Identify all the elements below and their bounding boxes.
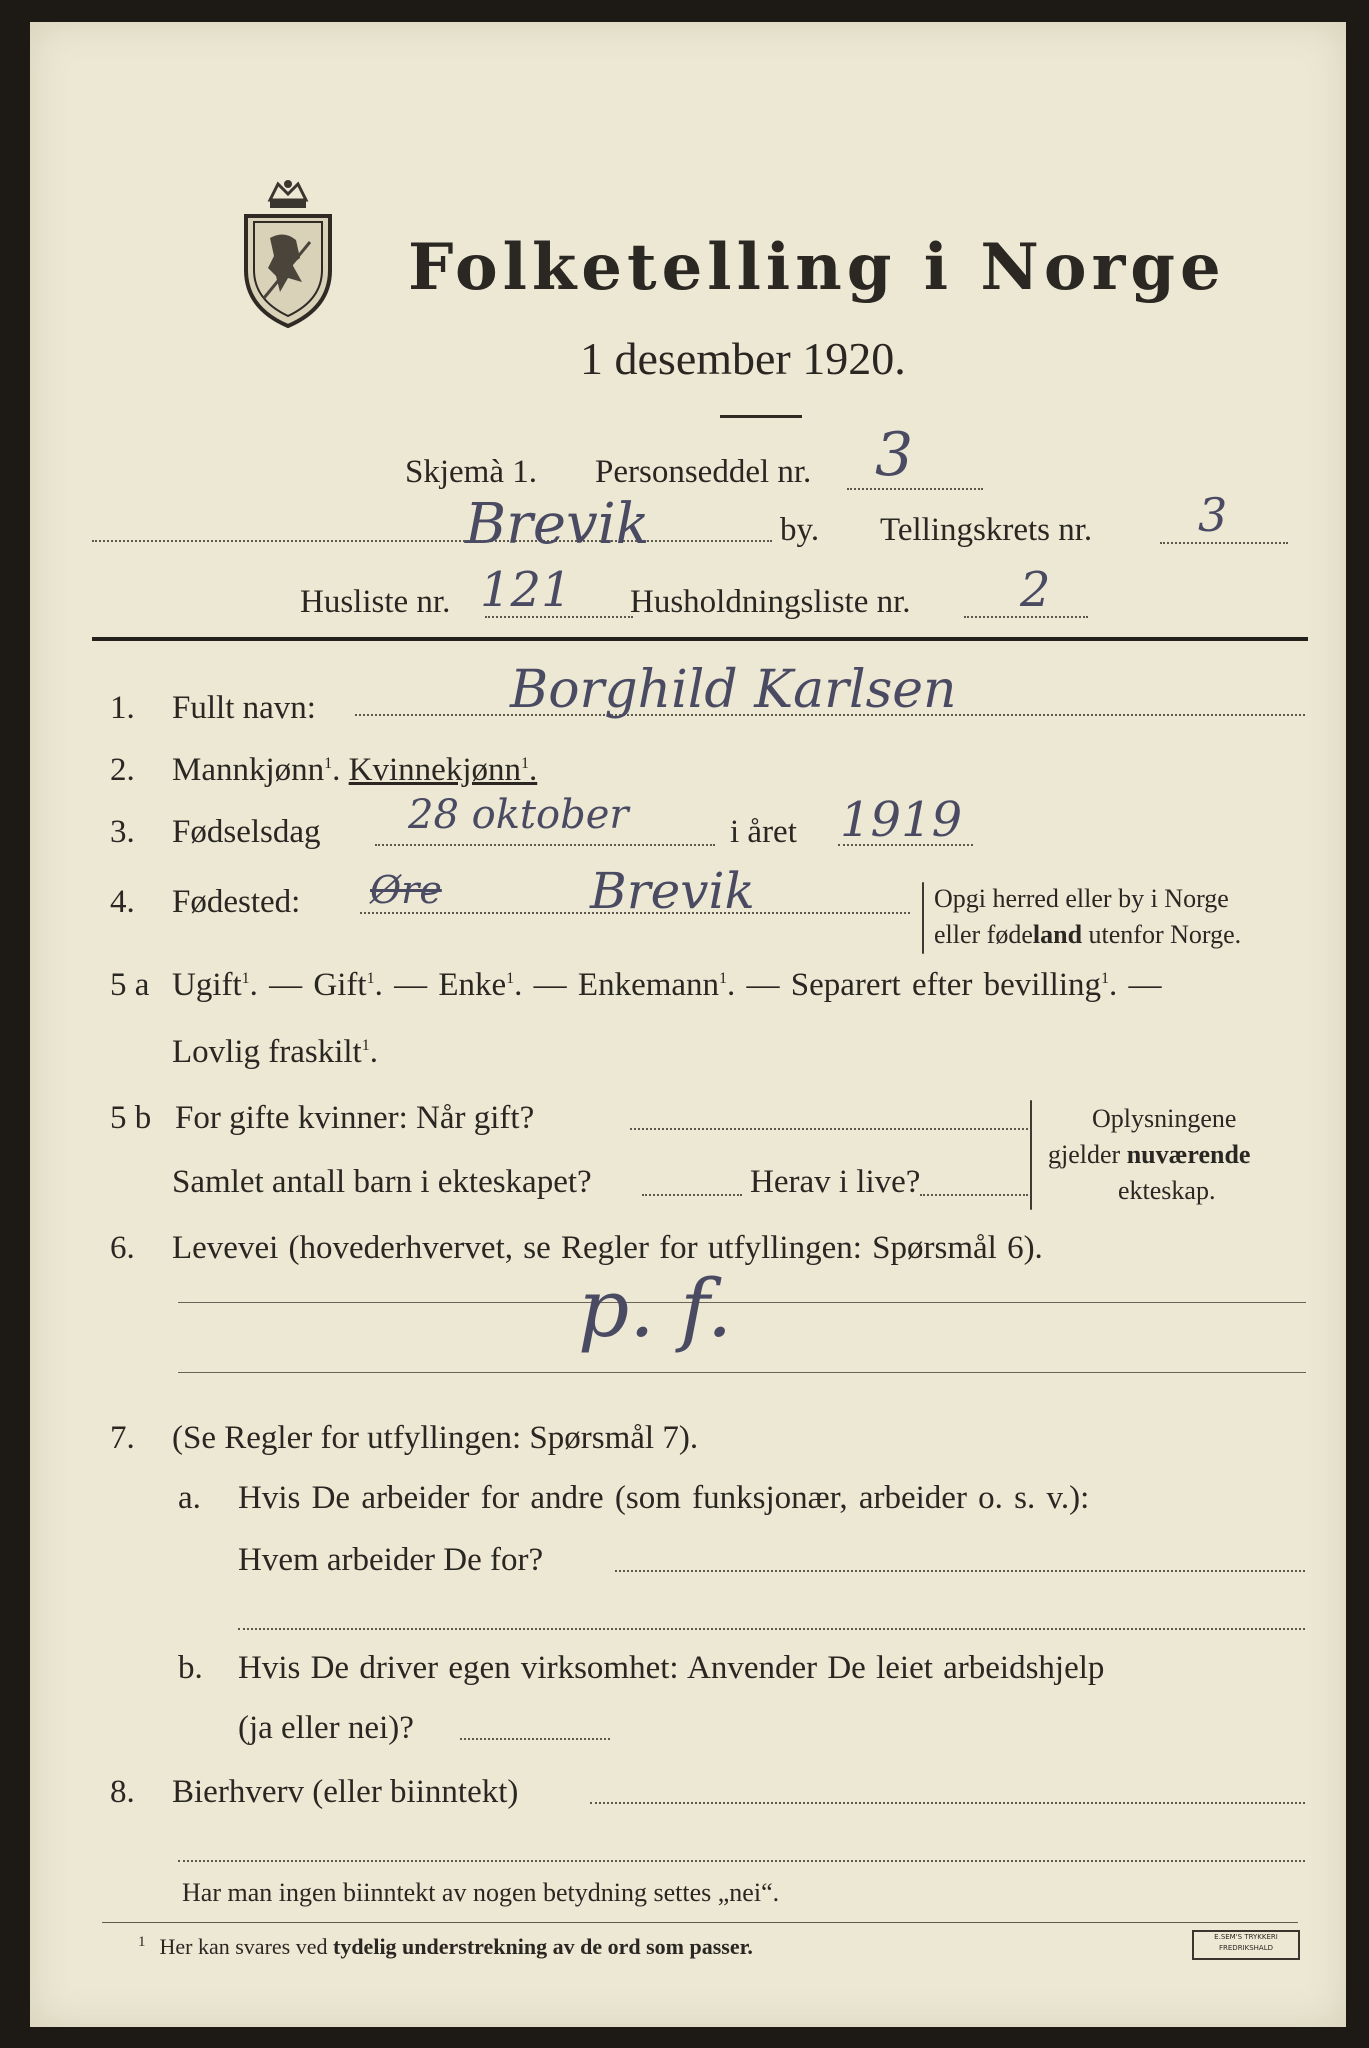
- q4-label: Fødested:: [172, 884, 301, 920]
- birthplace-struck: Øre: [370, 868, 442, 912]
- side-income-field[interactable]: [590, 1802, 1305, 1804]
- children-count-field[interactable]: [642, 1194, 742, 1196]
- husliste-label: Husliste nr.: [300, 584, 451, 620]
- q7-label: (Se Regler for utfyllingen: Spørsmål 7).: [172, 1420, 699, 1456]
- personseddel-label: Personseddel nr.: [595, 454, 812, 490]
- tellingskrets-value: 3: [1198, 488, 1228, 542]
- personseddel-field[interactable]: [847, 488, 983, 490]
- tellingskrets-label: Tellingskrets nr.: [880, 512, 1093, 548]
- option-separert[interactable]: Separert efter bevilling$^1$.: [790, 967, 1118, 1003]
- q8-label: Bierhverv (eller biinntekt): [172, 1774, 519, 1810]
- form-date: 1 desember 1920.: [580, 333, 906, 384]
- q4-note-line2: eller fødeland utenfor Norge.: [934, 920, 1242, 949]
- by-label: by.: [780, 512, 820, 548]
- q7b-label2: (ja eller nei)?: [238, 1710, 414, 1746]
- q5b-note-line3: ekteskap.: [1118, 1176, 1216, 1205]
- q3-number: 3.: [110, 814, 135, 850]
- husliste-value: 121: [480, 562, 572, 618]
- married-when-field[interactable]: [630, 1128, 1028, 1130]
- male-option[interactable]: Mannkjønn$^1$.: [172, 752, 341, 788]
- husholdning-label: Husholdningsliste nr.: [630, 584, 911, 620]
- q8-number: 8.: [110, 1774, 135, 1810]
- skjema-label: Skjemà 1.: [405, 454, 537, 490]
- norway-coat-of-arms-icon: [240, 178, 336, 328]
- q3-year-label: i året: [730, 814, 797, 850]
- birthday-field[interactable]: [375, 844, 715, 846]
- q5b-label3: Herav i live?: [750, 1164, 921, 1200]
- hired-help-field[interactable]: [460, 1738, 610, 1740]
- children-alive-field[interactable]: [920, 1194, 1028, 1196]
- by-field[interactable]: [92, 540, 772, 542]
- side-income-field-2[interactable]: [178, 1860, 1305, 1862]
- option-lovlig-fraskilt[interactable]: Lovlig fraskilt$^1$.: [172, 1034, 378, 1070]
- q1-label: Fullt navn:: [172, 690, 316, 726]
- q5a-number: 5 a: [110, 967, 150, 1003]
- bottom-note: Har man ingen biinntekt av nogen betydning settes „nei“.: [182, 1878, 780, 1907]
- option-gift[interactable]: Gift$^1$.: [313, 967, 383, 1003]
- personseddel-value: 3: [875, 420, 914, 490]
- occupation-line-2[interactable]: [178, 1372, 1306, 1373]
- husholdning-value: 2: [1020, 562, 1051, 618]
- q5b-note-line1: Oplysningene: [1092, 1104, 1237, 1133]
- birthplace-value: Brevik: [590, 862, 755, 920]
- q6-label: Levevei (hovederhvervet, se Regler for utfyllingen: Spørsmål 6).: [172, 1230, 1043, 1266]
- birth-year-value: 1919: [840, 792, 963, 848]
- title-divider: [720, 415, 802, 418]
- q5b-note-brace: [1030, 1100, 1032, 1210]
- footnote-rule: [102, 1922, 1298, 1923]
- header-rule: [92, 637, 1308, 641]
- female-option[interactable]: Kvinnekjønn$^1$.: [348, 752, 538, 788]
- tellingskrets-field[interactable]: [1160, 542, 1288, 544]
- q5b-note-line2: gjelder nuværende: [1048, 1140, 1251, 1169]
- marital-options: Ugift$^1$. — Gift$^1$. — Enke$^1$. — Enkemann$^1$. — Separert efter bevilling$^1$. —: [172, 967, 1162, 1003]
- q7a-label: Hvis De arbeider for andre (som funksjonær, arbeider o. s. v.):: [238, 1480, 1090, 1516]
- q3-label: Fødselsdag: [172, 814, 321, 850]
- q5b-label1: For gifte kvinner: Når gift?: [175, 1100, 535, 1136]
- footnote: $^1$ Her kan svares ved tydelig understrekning av de ord som passer.: [138, 1934, 753, 1959]
- q4-note-line1: Opgi herred eller by i Norge: [934, 884, 1229, 913]
- form-title: Folketelling i Norge: [408, 230, 1226, 305]
- q7a-label2: Hvem arbeider De for?: [238, 1542, 544, 1578]
- q4-number: 4.: [110, 884, 135, 920]
- q7a-number: a.: [178, 1480, 201, 1516]
- q7-number: 7.: [110, 1420, 135, 1456]
- q6-number: 6.: [110, 1230, 135, 1266]
- q5b-number: 5 b: [110, 1100, 152, 1136]
- q2-options: [172, 752, 537, 789]
- employer-field[interactable]: [615, 1570, 1305, 1572]
- birthday-value: 28 oktober: [408, 792, 629, 838]
- q1-number: 1.: [110, 690, 135, 726]
- printer-stamp: E.SEM'S TRYKKERI FREDRIKSHALD: [1192, 1930, 1300, 1960]
- option-enke[interactable]: Enke$^1$.: [438, 967, 523, 1003]
- option-ugift[interactable]: Ugift$^1$.: [172, 967, 258, 1003]
- employer-field-2[interactable]: [238, 1628, 1305, 1630]
- q7b-label: Hvis De driver egen virksomhet: Anvender De leiet arbeidshjelp: [238, 1650, 1105, 1686]
- option-enkemann[interactable]: Enkemann$^1$.: [577, 967, 736, 1003]
- full-name-value: Borghild Karlsen: [510, 660, 957, 720]
- by-value: Brevik: [465, 492, 650, 557]
- q4-note-brace: [922, 882, 924, 954]
- occupation-value: p. f.: [578, 1262, 733, 1355]
- census-form: [30, 22, 1346, 2027]
- occupation-line-1[interactable]: [178, 1302, 1306, 1303]
- q7b-number: b.: [178, 1650, 203, 1686]
- q5b-label2: Samlet antall barn i ekteskapet?: [172, 1164, 592, 1200]
- q2-number: 2.: [110, 752, 135, 788]
